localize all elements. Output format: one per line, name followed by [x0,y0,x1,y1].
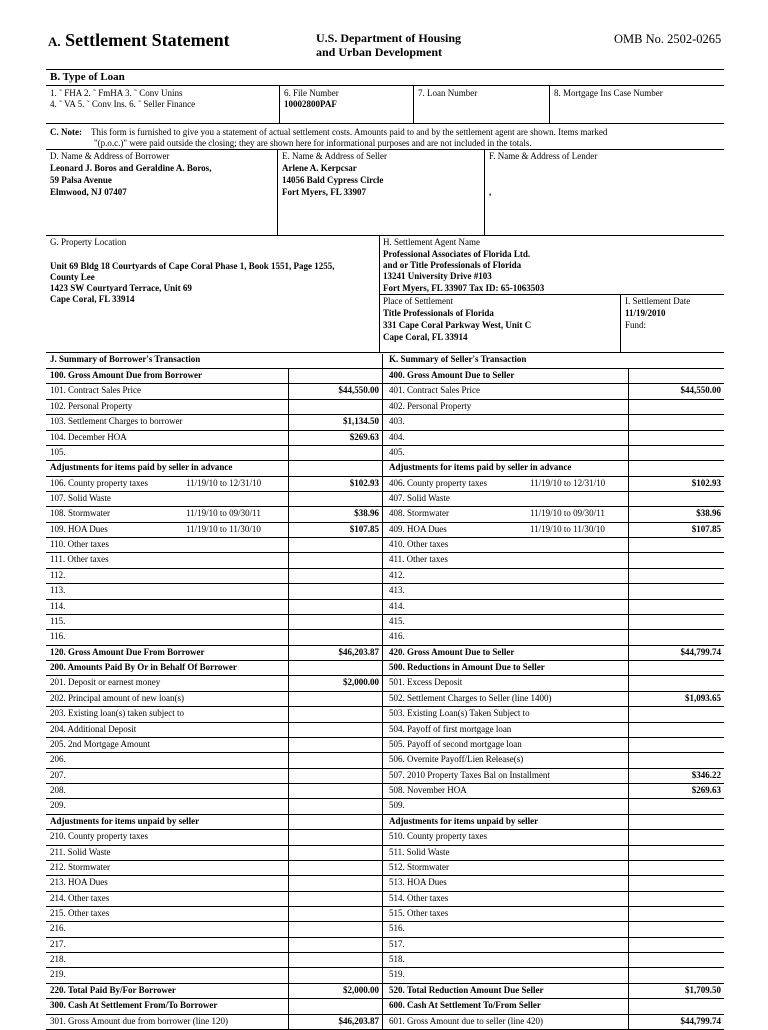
file-number-label: 6. File Number [284,88,339,98]
rule [46,814,724,815]
page-title: Settlement Statement [65,30,230,50]
settlement-date-value: 11/19/2010 [625,308,666,318]
rule [46,998,724,999]
borrower-row-amount: $44,550.00 [338,385,379,396]
borrower-row-dates: 11/19/10 to 11/30/10 [186,523,261,534]
borrower-row-label: 116. [50,631,66,642]
seller-name: Arlene A. Kerpcsar [282,163,357,173]
seller-row-label: 504. Payoff of first mortgage loan [389,723,512,734]
seller-row-label: 407. Solid Waste [389,493,450,503]
rule [46,235,724,236]
property-line-4: Cape Coral, FL 33914 [50,294,135,304]
omb-number: OMB No. 2502-0265 [614,32,722,46]
note-text-2: "(p.o.c.)" were paid outside the closing; they are shown here for informational purposes and are not included in the totals. [94,138,532,148]
borrower-row-label: 215. Other taxes [50,907,110,918]
rule [46,506,724,507]
form-title [48,30,230,51]
rule [46,149,724,150]
rule [46,722,724,723]
seller-row-label: 510. County property taxes [389,831,487,842]
borrower-row-label: 300. Cash At Settlement From/To Borrower [50,1000,218,1011]
borrower-row-label: 206. [50,754,66,765]
rule [46,983,724,984]
lender-label: F. Name & Address of Lender [489,151,598,161]
place-line-2: 331 Cape Coral Parkway West, Unit C [383,320,532,330]
department-heading [316,31,461,59]
rule [46,445,724,446]
rule [46,552,724,553]
rule [46,860,724,861]
seller-row-label: 506. Overnite Payoff/Lien Release(s) [389,754,524,765]
property-line-3: 1423 SW Courtyard Terrace, Unit 69 [50,283,192,293]
borrower-city: Elmwood, NJ 07407 [50,187,127,197]
seller-row-amount: $107.85 [691,523,721,534]
rule [46,783,724,784]
rule [46,845,724,846]
borrower-row-label: 104. December HOA [50,431,127,442]
rule [46,460,724,461]
borrower-row-label: 202. Principal amount of new loan(s) [50,692,184,703]
borrower-row-label: 109. HOA Dues [50,523,108,534]
settlement-date-label: I. Settlement Date [625,296,691,306]
fund-label: Fund: [625,320,647,330]
seller-label: E. Name & Address of Seller [282,151,387,161]
borrower-row-label: Adjustments for items unpaid by seller [50,815,200,826]
rule [46,645,724,646]
rule [46,675,724,676]
seller-row-label: 505. Payoff of second mortgage loan [389,738,522,749]
borrower-row-amount: $2,000.00 [343,677,379,688]
seller-row-label: 409. HOA Dues [389,523,447,534]
seller-row-label: 515. Other taxes [389,907,449,918]
agent-label: H. Settlement Agent Name [383,237,480,247]
seller-row-label: 420. Gross Amount Due to Seller [389,646,515,657]
rule [46,798,724,799]
place-line-1: Title Professionals of Florida [383,308,494,318]
borrower-row-label: 108. Stormwater [50,508,110,519]
mortgage-case-label: 8. Mortgage Ins Case Number [554,88,663,98]
lender-value: , [489,187,492,197]
agent-line-3: 13241 University Drive #103 [383,271,492,281]
borrower-row-label: 220. Total Paid By/For Borrower [50,984,176,995]
seller-row-label: 520. Total Reduction Amount Due Seller [389,984,544,995]
property-line-1: Unit 69 Bldg 18 Courtyards of Cape Coral Phase 1, Book 1551, Page 1255, [50,261,335,271]
rule [46,1014,724,1015]
borrower-row-label: 208. [50,785,66,795]
seller-row-label: 508. November HOA [389,785,467,795]
seller-row-label: 518. [389,954,405,965]
rule [46,660,724,661]
top-rule [46,69,724,70]
seller-row-label: 403. [389,416,405,427]
rule [46,383,724,384]
seller-row-label: 500. Reductions in Amount Due to Seller [389,662,545,672]
borrower-row-label: 111. Other taxes [50,554,109,565]
borrower-row-label: 205. 2nd Mortgage Amount [50,738,150,749]
agent-line-2: and or Title Professionals of Florida [383,260,522,270]
borrower-summary-heading: J. Summary of Borrower's Transaction [50,354,201,364]
agent-line-1: Professional Associates of Florida Ltd. [383,249,531,259]
borrower-row-label: 211. Solid Waste [50,846,111,857]
borrower-row-label: 107. Solid Waste [50,493,111,503]
borrower-row-label: 201. Deposit or earnest money [50,677,161,688]
seller-row-label: 511. Solid Waste [389,846,450,857]
rule [46,85,724,86]
rule [46,629,724,630]
seller-row-label: 416. [389,631,405,642]
divider [279,85,280,123]
seller-row-label: 411. Other taxes [389,554,448,565]
rule [46,414,724,415]
seller-row-label: 517. [389,938,405,949]
seller-row-label: 410. Other taxes [389,539,449,550]
rule [46,891,724,892]
divider [413,85,414,123]
rule [46,737,724,738]
borrower-row-label: 113. [50,585,66,596]
place-line-3: Cape Coral, FL 33914 [383,332,468,342]
borrower-row-dates: 11/19/10 to 09/30/11 [186,508,261,519]
seller-row-amount: $44,550.00 [680,385,721,396]
seller-row-amount: $1,093.65 [685,692,721,703]
seller-row-amount: $346.22 [691,769,721,780]
seller-row-label: 502. Settlement Charges to Seller (line 1400) [389,692,552,703]
divider [484,149,485,235]
seller-row-label: 405. [389,446,405,457]
borrower-row-label: 110. Other taxes [50,539,109,550]
borrower-row-label: 115. [50,615,66,626]
rule [46,491,724,492]
rule [46,522,724,523]
seller-row-label: 413. [389,585,405,596]
property-location-label: G. Property Location [50,237,127,247]
seller-row-dates: 11/19/10 to 11/30/10 [530,523,605,534]
rule [46,768,724,769]
department-line-1: U.S. Department of Housing [316,31,462,45]
borrower-row-amount: $102.93 [349,477,379,488]
borrower-row-label: 219. [50,969,66,980]
rule [46,706,724,707]
rule [46,921,724,922]
seller-row-amount: $44,799.74 [680,1015,721,1026]
divider [382,354,383,1029]
place-of-settlement-label: Place of Settlement [383,296,453,306]
borrower-row-amount: $46,203.87 [338,646,379,657]
divider [628,368,629,1029]
borrower-row-amount: $46,203.87 [338,1015,379,1026]
rule [46,967,724,968]
seller-row-dates: 11/19/10 to 12/31/10 [530,477,606,488]
borrower-row-label: Adjustments for items paid by seller in advance [50,462,233,473]
borrower-street: 59 Palsa Avenue [50,175,112,185]
seller-row-label: 512. Stormwater [389,861,449,872]
borrower-row-label: 114. [50,600,66,611]
borrower-row-label: 207. [50,769,66,780]
file-number-value: 10002800PAF [284,99,337,109]
seller-row-label: 501. Excess Deposit [389,677,463,688]
seller-row-amount: $269.63 [691,785,721,795]
divider [277,149,278,235]
borrower-row-label: 214. Other taxes [50,892,110,903]
borrower-row-label: 106. County property taxes [50,477,148,488]
rule [46,123,724,124]
seller-row-label: 600. Cash At Settlement To/From Seller [389,1000,541,1011]
borrower-row-dates: 11/19/10 to 12/31/10 [186,477,262,488]
seller-row-label: 406. County property taxes [389,477,487,488]
seller-row-label: 400. Gross Amount Due to Seller [389,370,515,380]
rule [46,537,724,538]
borrower-row-label: 217. [50,938,66,949]
seller-row-amount: $44,799.74 [680,646,721,657]
divider [288,368,289,1029]
borrower-row-label: 216. [50,923,66,934]
department-line-2: and Urban Development [316,45,443,59]
borrower-row-label: 210. County property taxes [50,831,148,842]
seller-row-label: 404. [389,431,405,442]
note-text-1: This form is furnished to give you a statement of actual settlement costs. Amounts paid to and by the settlement agent are shown. Items marked [91,127,608,137]
seller-row-label: Adjustments for items unpaid by seller [389,815,539,826]
property-line-2: County Lee [50,272,95,282]
rule [46,691,724,692]
rule [379,294,724,295]
seller-row-label: 503. Existing Loan(s) Taken Subject to [389,708,530,719]
borrower-row-label: 212. Stormwater [50,861,110,872]
borrower-row-amount: $2,000.00 [343,984,379,995]
borrower-row-label: 112. [50,569,66,580]
borrower-row-label: 101. Contract Sales Price [50,385,141,396]
section-letter: A. [48,34,61,49]
seller-row-label: 509. [389,800,405,811]
seller-row-amount: $102.93 [691,477,721,488]
seller-row-label: 513. HOA Dues [389,877,447,888]
rule [46,583,724,584]
borrower-row-amount: $1,134.50 [343,416,379,427]
rule [46,937,724,938]
loan-type-heading: B. Type of Loan [50,71,125,83]
seller-row-label: 519. [389,969,405,980]
borrower-row-label: 301. Gross Amount due from borrower (line 120) [50,1015,228,1026]
rule [46,752,724,753]
divider [549,85,550,123]
borrower-row-label: 209. [50,800,66,811]
rule [46,368,724,369]
rule [46,430,724,431]
seller-row-label: 401. Contract Sales Price [389,385,480,396]
loan-type-options-row-1: 1. ˜ FHA 2. ˜ FmHA 3. ˜ Conv Unins [50,88,183,98]
borrower-row-label: 100. Gross Amount Due from Borrower [50,370,202,380]
borrower-row-label: 103. Settlement Charges to borrower [50,416,183,427]
borrower-row-label: 105. [50,446,66,457]
seller-row-label: 408. Stormwater [389,508,449,519]
seller-row-label: 514. Other taxes [389,892,449,903]
rule [46,568,724,569]
rule [46,952,724,953]
rule [46,906,724,907]
agent-line-4: Fort Myers, FL 33907 Tax ID: 65-1063503 [383,283,545,293]
rule [46,352,724,353]
note-text [50,127,607,137]
borrower-row-amount: $107.85 [349,523,379,534]
seller-row-label: Adjustments for items paid by seller in advance [389,462,572,473]
rule [46,599,724,600]
seller-summary-heading: K. Summary of Seller's Transaction [389,354,527,364]
seller-row-label: 415. [389,615,405,626]
borrower-row-amount: $38.96 [354,508,379,519]
borrower-row-label: 120. Gross Amount Due From Borrower [50,646,205,657]
rule [46,614,724,615]
seller-city: Fort Myers, FL 33907 [282,187,366,197]
seller-street: 14056 Bald Cypress Circle [282,175,384,185]
borrower-row-label: 218. [50,954,66,965]
rule [46,875,724,876]
loan-type-options-row-2: 4. ˜ VA 5. ˜ Conv Ins. 6. ˜ Seller Finance [50,99,196,109]
borrower-row-label: 200. Amounts Paid By Or in Behalf Of Borrower [50,662,237,672]
borrower-row-label: 204. Additional Deposit [50,723,137,734]
seller-row-amount: $1,709.50 [685,984,721,995]
divider [620,294,621,352]
borrower-row-amount: $269.63 [349,431,379,442]
seller-row-label: 601. Gross Amount due to seller (line 420) [389,1015,543,1026]
borrower-row-label: 213. HOA Dues [50,877,108,888]
seller-row-label: 414. [389,600,405,611]
borrower-name: Leonard J. Boros and Geraldine A. Boros, [50,163,212,173]
borrower-label: D. Name & Address of Borrower [50,151,170,161]
seller-row-label: 516. [389,923,405,934]
seller-row-label: 402. Personal Property [389,400,472,411]
note-label: C. Note: [50,127,82,137]
rule [46,476,724,477]
rule [46,399,724,400]
seller-row-label: 507. 2010 Property Taxes Bal on Installment [389,769,550,780]
borrower-row-label: 203. Existing loan(s) taken subject to [50,708,184,719]
seller-row-amount: $38.96 [696,508,721,519]
rule [46,829,724,830]
seller-row-label: 412. [389,569,405,580]
loan-number-label: 7. Loan Number [418,88,478,98]
seller-row-dates: 11/19/10 to 09/30/11 [530,508,605,519]
borrower-row-label: 102. Personal Property [50,400,133,411]
